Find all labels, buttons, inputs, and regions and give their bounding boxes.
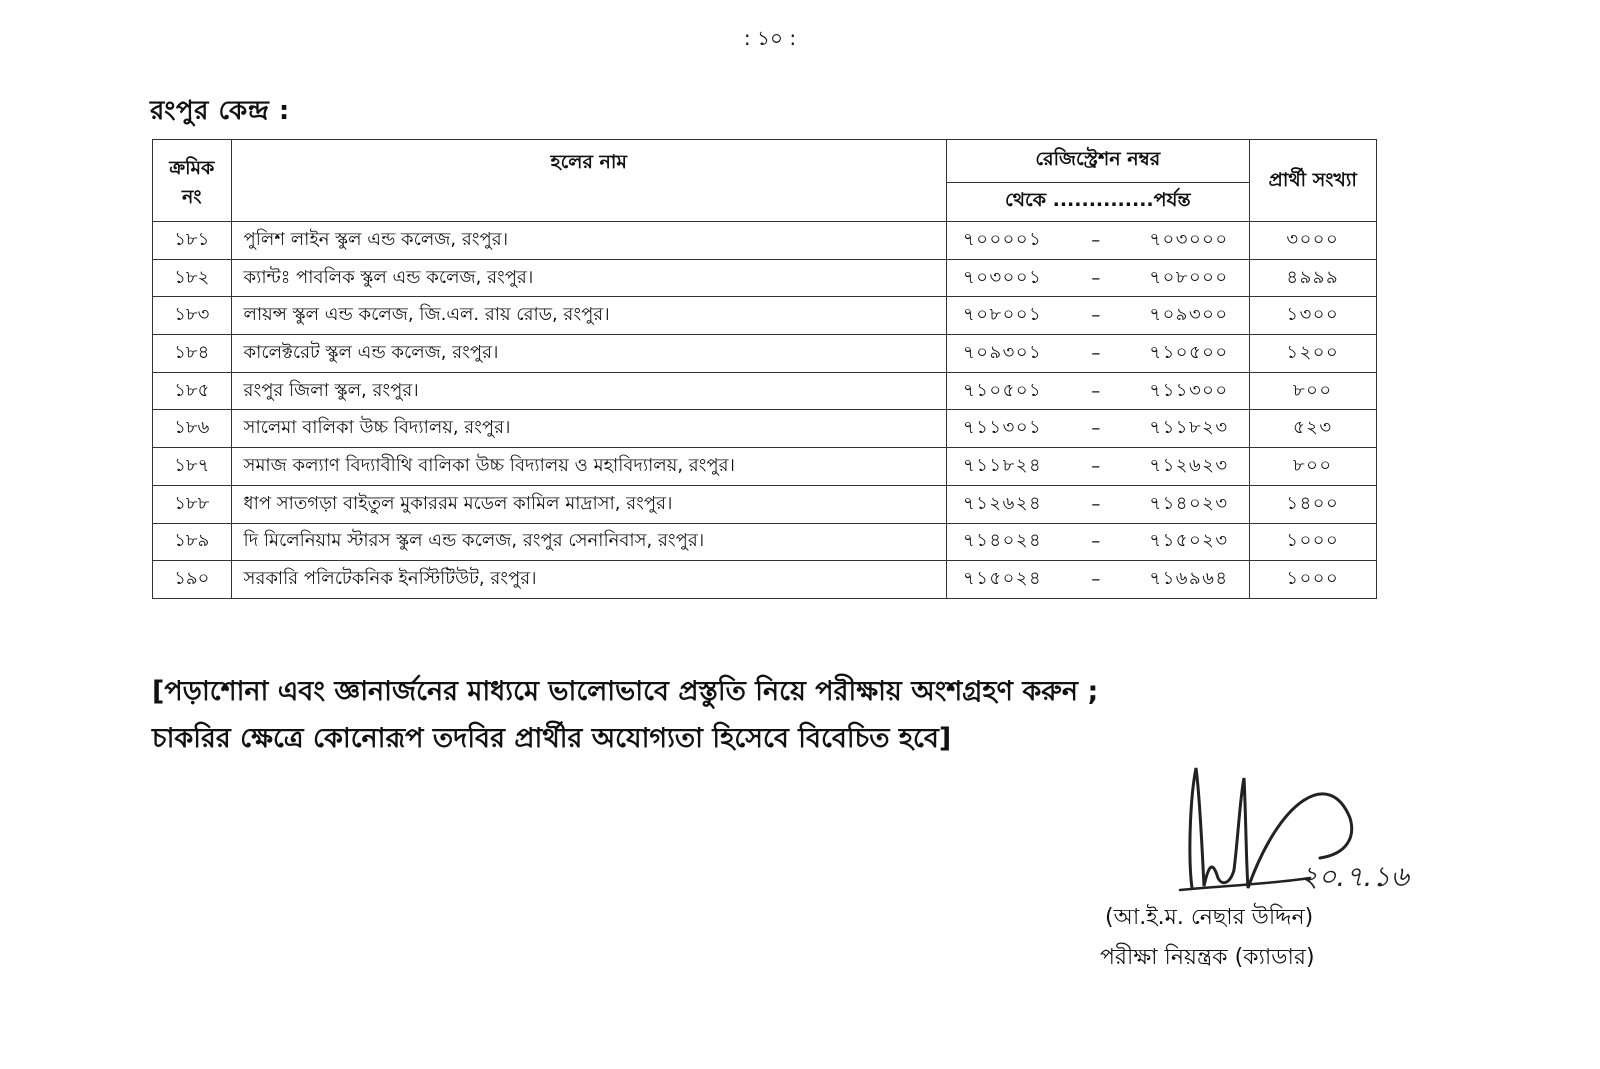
header-hall-name: হলের নাম: [231, 140, 947, 222]
signature-date: ২০.৭.১৬: [1300, 860, 1409, 893]
table-row: [153, 297, 1377, 335]
row-candidate-count: ৩০০০: [1249, 222, 1376, 260]
table-row: [153, 485, 1377, 523]
row-registration: [947, 372, 1250, 410]
row-reg-to: ৭১২৬২৩: [1149, 454, 1229, 476]
row-reg-to: ৭০৩০০০: [1149, 228, 1229, 250]
row-reg-from: ৭১১৮২৪: [963, 454, 1043, 476]
row-serial: ১৮৫: [153, 372, 232, 410]
row-reg-from: ৭০৮০০১: [963, 304, 1043, 326]
row-serial: ১৮৯: [153, 523, 232, 561]
row-hall-name: দি মিলেনিয়াম স্টারস স্কুল এন্ড কলেজ, রংপুর সেনানিবাস, রংপুর।: [231, 523, 947, 561]
row-reg-from: ৭১১৩০১: [963, 417, 1043, 439]
row-hall-name: ক্যান্টঃ পাবলিক স্কুল এন্ড কলেজ, রংপুর।: [231, 259, 947, 297]
row-candidate-count: ১৪০০: [1249, 485, 1376, 523]
table-row: [153, 410, 1377, 448]
row-reg-separator: –: [1091, 418, 1101, 440]
row-reg-separator: –: [1091, 267, 1101, 289]
row-reg-from: ৭১৪০২৪: [963, 530, 1043, 552]
row-hall-name: সালেমা বালিকা উচ্চ বিদ্যালয়, রংপুর।: [231, 410, 947, 448]
row-reg-separator: –: [1091, 493, 1101, 515]
exam-halls-table: [152, 139, 1377, 599]
row-hall-name: রংপুর জিলা স্কুল, রংপুর।: [231, 372, 947, 410]
table-row: [153, 448, 1377, 486]
row-registration: [947, 485, 1250, 523]
header-serial: ক্রমিক নং: [153, 140, 232, 222]
row-registration: [947, 561, 1250, 599]
header-registration: রেজিস্ট্রেশন নম্বর: [947, 140, 1250, 183]
row-hall-name: ধাপ সাতগড়া বাইতুল মুকাররম মডেল কামিল মাদ্রাসা, রংপুর।: [231, 485, 947, 523]
row-candidate-count: ১০০০: [1249, 523, 1376, 561]
header-registration-range: থেকে ..............পর্যন্ত: [947, 183, 1250, 222]
row-reg-from: ৭১৫০২৪: [963, 568, 1043, 590]
row-registration: [947, 523, 1250, 561]
signatory-name: (আ.ই.ম. নেছার উদ্দিন): [1105, 905, 1314, 930]
row-reg-separator: –: [1091, 229, 1101, 251]
row-hall-name: সমাজ কল্যাণ বিদ্যাবীথি বালিকা উচ্চ বিদ্যালয় ও মহাবিদ্যালয়, রংপুর।: [231, 448, 947, 486]
table-row: [153, 372, 1377, 410]
notice-line-2: চাকরির ক্ষেত্রে কোনোরূপ তদবির প্রার্থীর অযোগ্যতা হিসেবে বিবেচিত হবে]: [152, 723, 952, 754]
row-reg-separator: –: [1091, 531, 1101, 553]
row-reg-to: ৭১০৫০০: [1149, 341, 1229, 363]
row-reg-to: ৭০৯৩০০: [1149, 304, 1229, 326]
page-number: : ১০ :: [743, 26, 797, 50]
row-candidate-count: ১৩০০: [1249, 297, 1376, 335]
row-reg-to: ৭১১৩০০: [1149, 379, 1229, 401]
row-serial: ১৮৮: [153, 485, 232, 523]
row-registration: [947, 297, 1250, 335]
row-serial: ১৮৬: [153, 410, 232, 448]
row-hall-name: লায়ন্স স্কুল এন্ড কলেজ, জি.এল. রায় রোড, রংপুর।: [231, 297, 947, 335]
row-reg-to: ৭১১৮২৩: [1149, 417, 1229, 439]
row-registration: [947, 335, 1250, 373]
row-serial: ১৯০: [153, 561, 232, 599]
row-serial: ১৮৪: [153, 335, 232, 373]
row-reg-to: ৭১৬৯৬৪: [1149, 568, 1229, 590]
row-reg-from: ৭০৩০০১: [963, 266, 1043, 288]
table-row: [153, 561, 1377, 599]
row-reg-separator: –: [1091, 342, 1101, 364]
row-candidate-count: ১০০০: [1249, 561, 1376, 599]
notice: [152, 668, 1098, 762]
row-candidate-count: ৫২৩: [1249, 410, 1376, 448]
row-reg-to: ৭১৫০২৩: [1149, 530, 1229, 552]
header-candidate-count: প্রার্থী সংখ্যা: [1249, 140, 1376, 222]
row-reg-separator: –: [1091, 455, 1101, 477]
row-serial: ১৮২: [153, 259, 232, 297]
row-candidate-count: ৮০০: [1249, 448, 1376, 486]
table-row: [153, 523, 1377, 561]
center-title: রংপুর কেন্দ্র :: [150, 96, 290, 126]
row-registration: [947, 259, 1250, 297]
row-reg-from: ৭০০০০১: [963, 228, 1043, 250]
row-hall-name: সরকারি পলিটেকনিক ইনস্টিটিউট, রংপুর।: [231, 561, 947, 599]
row-reg-from: ৭০৯৩০১: [963, 341, 1043, 363]
row-reg-from: ৭১২৬২৪: [963, 492, 1043, 514]
table-row: [153, 222, 1377, 260]
table-row: [153, 259, 1377, 297]
row-reg-to: ৭০৮০০০: [1149, 266, 1229, 288]
row-registration: [947, 222, 1250, 260]
row-serial: ১৮১: [153, 222, 232, 260]
row-reg-separator: –: [1091, 569, 1101, 591]
row-reg-to: ৭১৪০২৩: [1149, 492, 1229, 514]
row-candidate-count: ১২০০: [1249, 335, 1376, 373]
notice-line-1: [পড়াশোনা এবং জ্ঞানার্জনের মাধ্যমে ভালোভাবে প্রস্তুতি নিয়ে পরীক্ষায় অংশগ্রহণ করুন ;: [152, 676, 1099, 707]
row-candidate-count: ৮০০: [1249, 372, 1376, 410]
row-hall-name: পুলিশ লাইন স্কুল এন্ড কলেজ, রংপুর।: [231, 222, 947, 260]
row-reg-separator: –: [1091, 305, 1101, 327]
row-registration: [947, 410, 1250, 448]
row-hall-name: কালেক্টরেট স্কুল এন্ড কলেজ, রংপুর।: [231, 335, 947, 373]
table-row: [153, 335, 1377, 373]
row-serial: ১৮৭: [153, 448, 232, 486]
row-reg-from: ৭১০৫০১: [963, 379, 1043, 401]
row-serial: ১৮৩: [153, 297, 232, 335]
signatory-title: পরীক্ষা নিয়ন্ত্রক (ক্যাডার): [1100, 945, 1315, 970]
signature: [1160, 758, 1460, 908]
row-reg-separator: –: [1091, 380, 1101, 402]
row-candidate-count: ৪৯৯৯: [1249, 259, 1376, 297]
row-registration: [947, 448, 1250, 486]
